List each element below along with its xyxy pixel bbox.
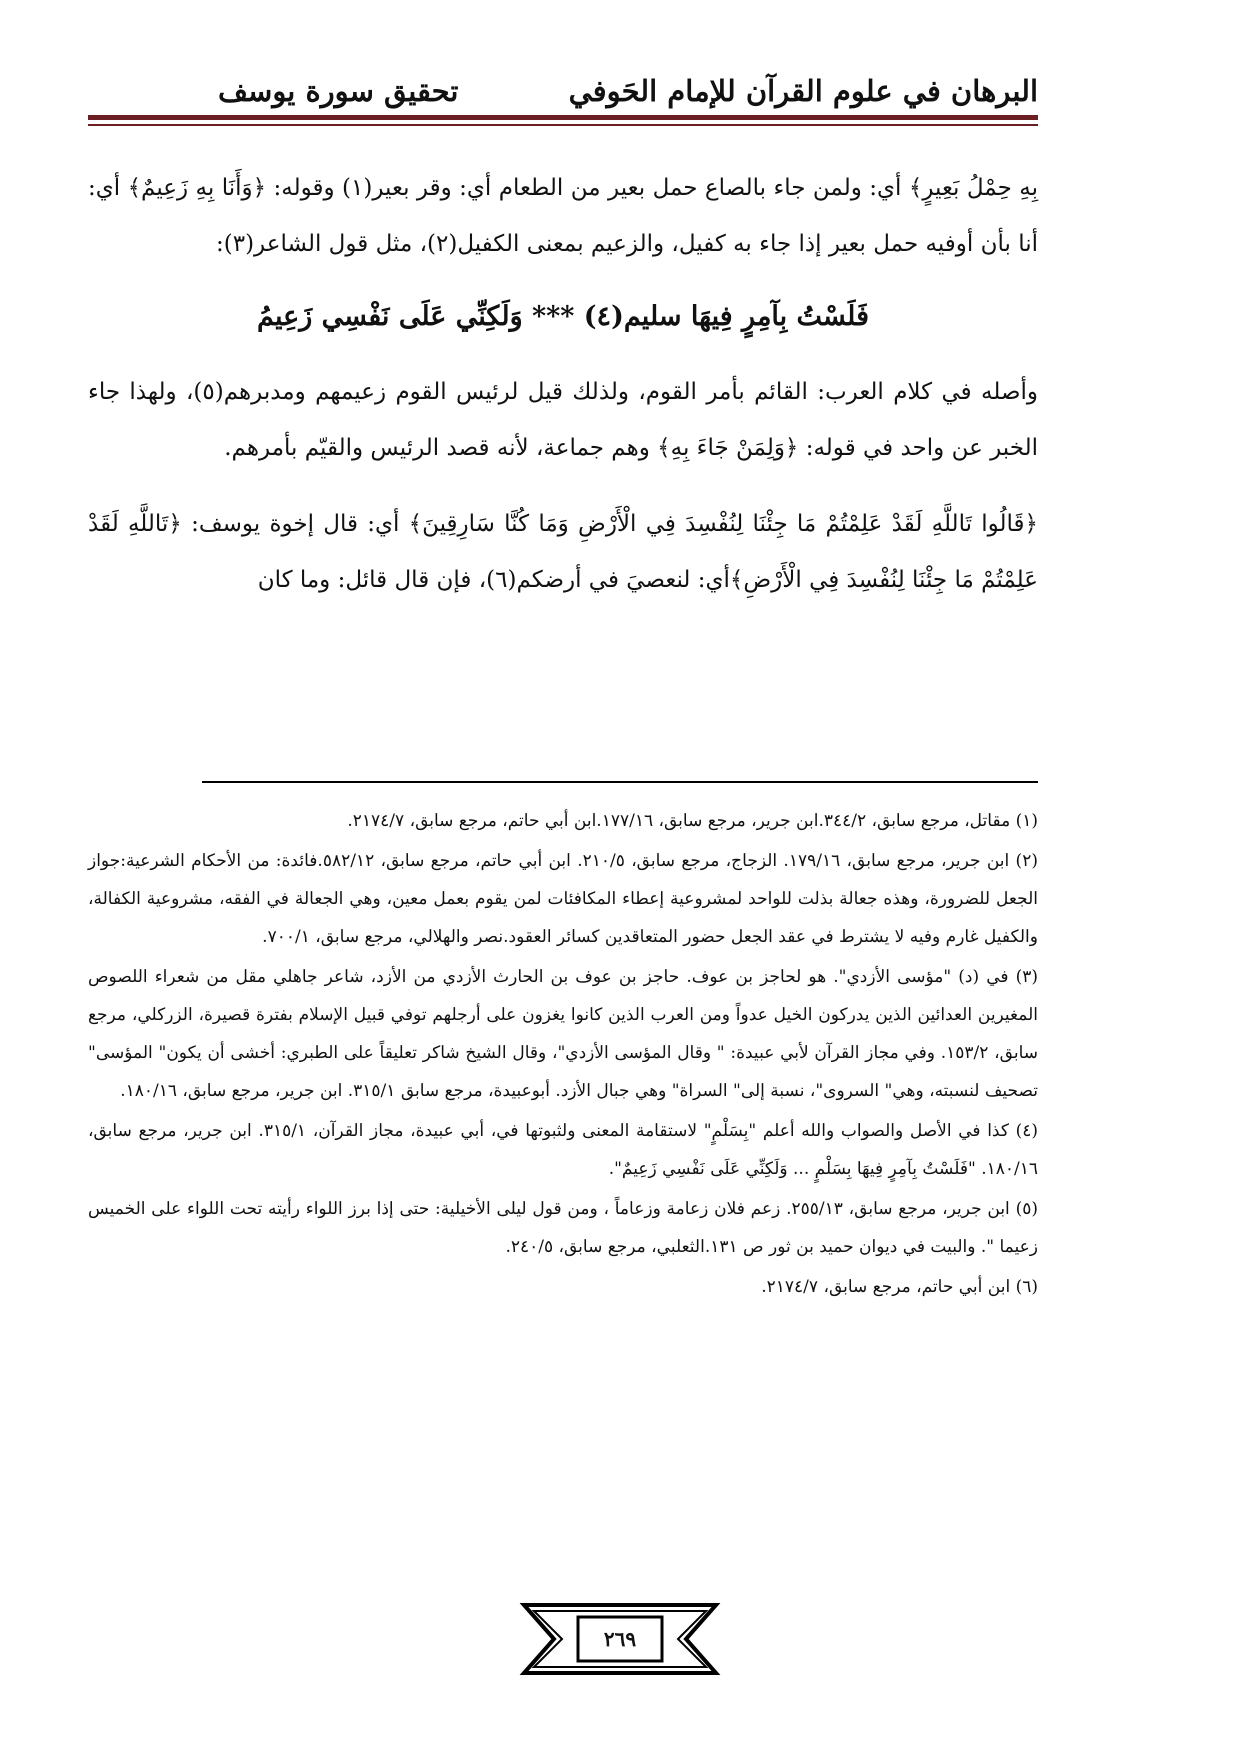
page-number-frame	[518, 1601, 722, 1677]
footnote-1: (١) مقاتل، مرجع سابق، ٣٤٤/٢.ابن جرير، مرجع سابق، ١٧٧/١٦.ابن أبي حاتم، مرجع سابق، ٢١٧٤/٧.	[347, 811, 1038, 831]
header-rule-thick	[88, 115, 1038, 120]
footnote-2: (٢) ابن جرير، مرجع سابق، ١٧٩/١٦. الزجاج، مرجع سابق، ٢١٠/٥. ابن أبي حاتم، مرجع سابق، ٥٨٢/١٢.فائدة: من الأحكام الشرعية:جواز الجعل للضرورة، وهذه جعالة بذلت للواحد لمشروعية إعطاء المكافئات لمن يقوم بعمل معين، وهي الجعالة في الفقه، مشروعية الكفالة، والكفيل غارم وفيه لا يشترط في عقد الجعل حضور المتعاقدين كسائر العقود.نصر والهلالي، مرجع سابق، ٧٠٠/١.	[88, 851, 1038, 947]
main-text	[88, 160, 1038, 614]
paragraph-3: ﴿قَالُوا تَاللَّهِ لَقَدْ عَلِمْتُمْ مَا جِئْنَا لِنُفْسِدَ فِي الْأَرْضِ وَمَا كُنَّا سَارِقِينَ﴾ أي: قال إخوة يوسف: ﴿تَاللَّهِ لَقَدْ عَلِمْتُمْ مَا جِئْنَا لِنُفْسِدَ فِي الْأَرْضِ﴾أي: لنعصيَ في أرضكم(٦)، فإن قال قائل: وما كان	[88, 511, 1038, 593]
footnotes	[88, 802, 1038, 1308]
poetry-verse: فَلَسْتُ بِآمِرٍ فِيهَا سليم(٤) *** وَلَكِنِّي عَلَى نَفْسِي زَعِيمُ	[257, 301, 869, 332]
footnote-3: (٣) في (د) "مؤسى الأزدي". هو لحاجز بن عوف. حاجز بن عوف بن الحارث الأزدي من الأزد، شاعر جاهلي مقل من شعراء اللصوص المغيرين العدائين الذين يدركون الخيل عدواً ومن العرب الذين كانوا يغزون على أرجلهم توفي قبيل الإسلام بفترة قصيرة، الزركلي، مرجع سابق، ١٥٣/٢. وفي مجاز القرآن لأبي عبيدة: " وقال المؤسى الأزدي"، وقال الشيخ شاكر تعليقاً على الطبري: أخشى أن يكون" المؤسى" تصحيف لنسبته، وهي" السروى"، نسبة إلى" السراة" وهي جبال الأزد. أبوعبيدة، مرجع سابق ٣١٥/١. ابن جرير، مرجع سابق، ١٨٠/١٦.	[88, 967, 1038, 1101]
section-title: تحقيق سورة يوسف	[218, 74, 459, 108]
running-header	[88, 74, 1038, 114]
paragraph-2: وأصله في كلام العرب: القائم بأمر القوم، ولذلك قيل لرئيس القوم زعيمهم ومدبرهم(٥)، ولهذا جاء الخبر عن واحد في قوله: ﴿وَلِمَنْ جَاءَ بِهِ﴾ وهم جماعة، لأنه قصد الرئيس والقيّم بأمرهم.	[88, 379, 1038, 461]
paragraph-1: بِهِ حِمْلُ بَعِيرٍ﴾ أي: ولمن جاء بالصاع حمل بعير من الطعام أي: وقر بعير(١) وقوله: ﴿وَأَنَا بِهِ زَعِيمٌ﴾ أي: أنا بأن أوفيه حمل بعير إذا جاء به كفيل، والزعيم بمعنى الكفيل(٢)، مثل قول الشاعر(٣):	[88, 175, 1038, 257]
footnote-5: (٥) ابن جرير، مرجع سابق، ٢٥٥/١٣. زعم فلان زعامة وزعاماً ، ومن قول ليلى الأخيلية: حتى إذا برز اللواء رأيته تحت اللواء على الخميس زعيما ". والبيت في ديوان حميد بن ثور ص ١٣١.الثعلبي، مرجع سابق، ٢٤٠/٥.	[88, 1199, 1038, 1257]
footnote-separator	[202, 781, 1038, 783]
footnote-4: (٤) كذا في الأصل والصواب والله أعلم "بِسَلْمٍ" لاستقامة المعنى ولثبوتها في، أبي عبيدة، مجاز القرآن، ٣١٥/١. ابن جرير، مرجع سابق، ١٨٠/١٦. "فَلَسْتُ بِآمِرٍ فِيهَا بِسَلْمٍ ... وَلَكِنِّي عَلَى نَفْسِي زَعِيمٌ".	[88, 1121, 1039, 1179]
book-title: البرهان في علوم القرآن للإمام الحَوفي	[568, 74, 1038, 108]
footnote-6: (٦) ابن أبي حاتم، مرجع سابق، ٢١٧٤/٧.	[761, 1277, 1038, 1297]
header-rule-thin	[88, 124, 1038, 126]
page-number: ٢٦٩	[603, 1627, 637, 1651]
